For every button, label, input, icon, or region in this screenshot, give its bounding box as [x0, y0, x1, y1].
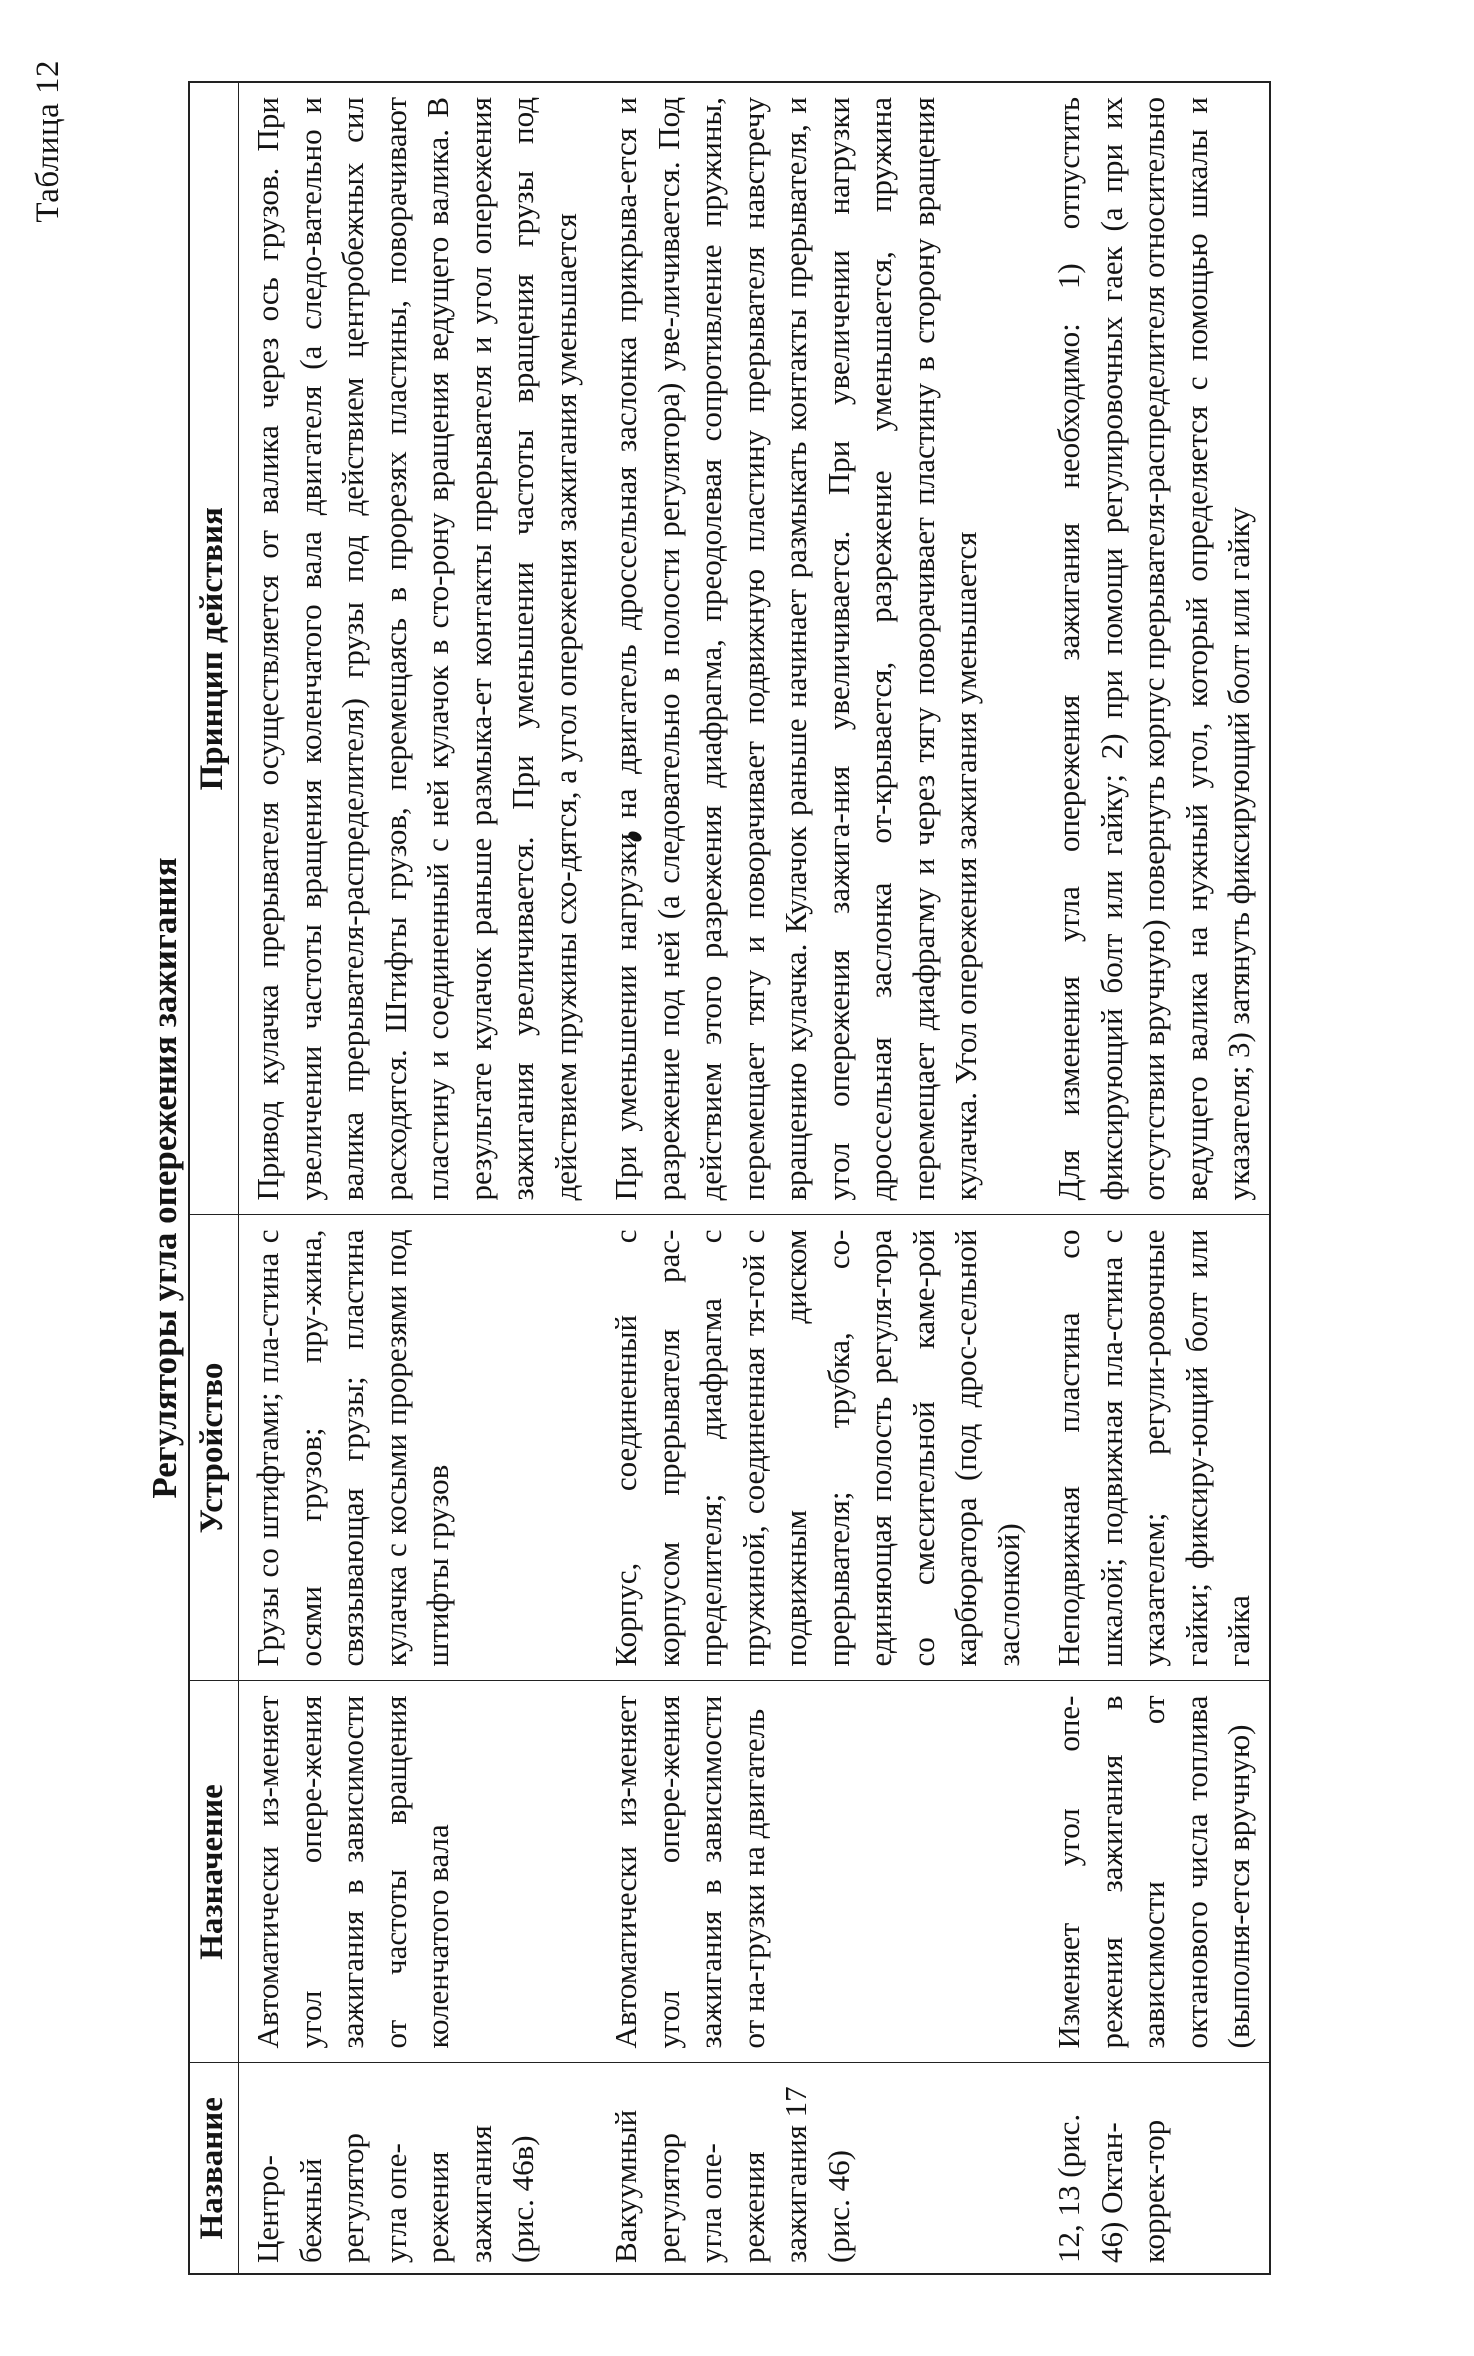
header-principle: Принцип действия	[189, 82, 239, 1215]
cell-principle: Привод кулачка прерывателя осуществляется от валика через ось грузов. При увеличении частоты вращения коленчатого вала двигателя (а следо-вательно и валика прерывателя-распределителя) грузы под действием центробежных сил расходятся. Штифты грузов, перемещаясь в прорезях пластины, поворачивают пластину и соединенный с ней кулачок в сто-рону вращения ведущего валика. В результате кулачок раньше размыка-ет контакты прерывателя и угол опережения зажигания увеличивается. При уменьшении частоты вращения грузы под действием пружины схо-дятся, а угол опережения зажигания уменьшается	[239, 82, 596, 1215]
header-purpose: Назначение	[189, 1681, 239, 2063]
table-row	[595, 82, 1038, 2274]
regulators-table	[188, 81, 1271, 2275]
table-number: Таблица 12	[30, 60, 66, 223]
cell-purpose: Автоматически из-меняет угол опере-жения зажигания в зависимости от на-грузки на двигатель	[595, 1681, 1038, 2063]
table-row	[1038, 82, 1270, 2274]
table-title: Регуляторы угла опережения зажигания	[145, 857, 184, 1499]
table-header-row	[189, 82, 239, 2274]
cell-principle: Для изменения угла опережения зажигания необходимо: 1) отпустить фиксирующий болт или гайку; 2) при помощи регулировочных гаек (а при их отсутствии вручную) повернуть корпус прерывателя-распределителя относительно ведущего валика на нужный угол, который определяется с помощью шкалы и указателя; 3) затянуть фиксирующий болт или гайку	[1038, 82, 1270, 1215]
cell-principle: При уменьшении нагрузки на двигатель дроссельная заслонка прикрыва-ется и разрежение под ней (а следовательно в полости регулятора) уве-личивается. Под действием этого разрежения диафрагма, преодолевая сопротивление пружины, перемещает тягу и поворачивает подвижную пластину прерывателя навстречу вращению кулачка. Кулачок раньше начинает размыкать контакты прерывателя, и угол опережения зажига-ния увеличивается. При увеличении нагрузки дроссельная заслонка от-крывается, разрежение уменьшается, пружина перемещает диафрагму и через тягу поворачивает пластину в сторону вращения кулачка. Угол опережения зажигания уменьшается	[595, 82, 1038, 1215]
cell-design: Грузы со штифтами; пла-стина с осями грузов; пру-жина, связывающая грузы; пластина кулачка с косыми прорезями под штифты грузов	[239, 1215, 596, 1681]
header-name: Название	[189, 2063, 239, 2274]
cell-purpose: Автоматически из-меняет угол опере-жения зажигания в зависимости от частоты вращения коленчатого вала	[239, 1681, 596, 2063]
table-row	[239, 82, 596, 2274]
cell-design: Корпус, соединенный с корпусом прерывателя рас-пределителя; диафрагма с пружиной, соединенная тя-гой с подвижным диском прерывателя; трубка, со-единяющая полость регуля-тора со смесительной каме-рой карбюратора (под дрос-сельной заслонкой)	[595, 1215, 1038, 1681]
cell-purpose: Изменяет угол опе-режения зажигания в зависимости от октанового числа топлива (выполня-ется вручную)	[1038, 1681, 1270, 2063]
cell-name: Вакуумный регулятор угла опе-режения зажигания 17 (рис. 46)	[595, 2063, 1038, 2274]
cell-name: Центро-бежный регулятор угла опе-режения зажигания (рис. 46в)	[239, 2063, 596, 2274]
cell-design: Неподвижная пластина со шкалой; подвижная пла-стина с указателем; регули-ровочные гайки; фиксиру-ющий болт или гайка	[1038, 1215, 1270, 1681]
header-design: Устройство	[189, 1215, 239, 1681]
cell-name: 12, 13 (рис. 46) Октан-коррек-тор	[1038, 2063, 1270, 2274]
